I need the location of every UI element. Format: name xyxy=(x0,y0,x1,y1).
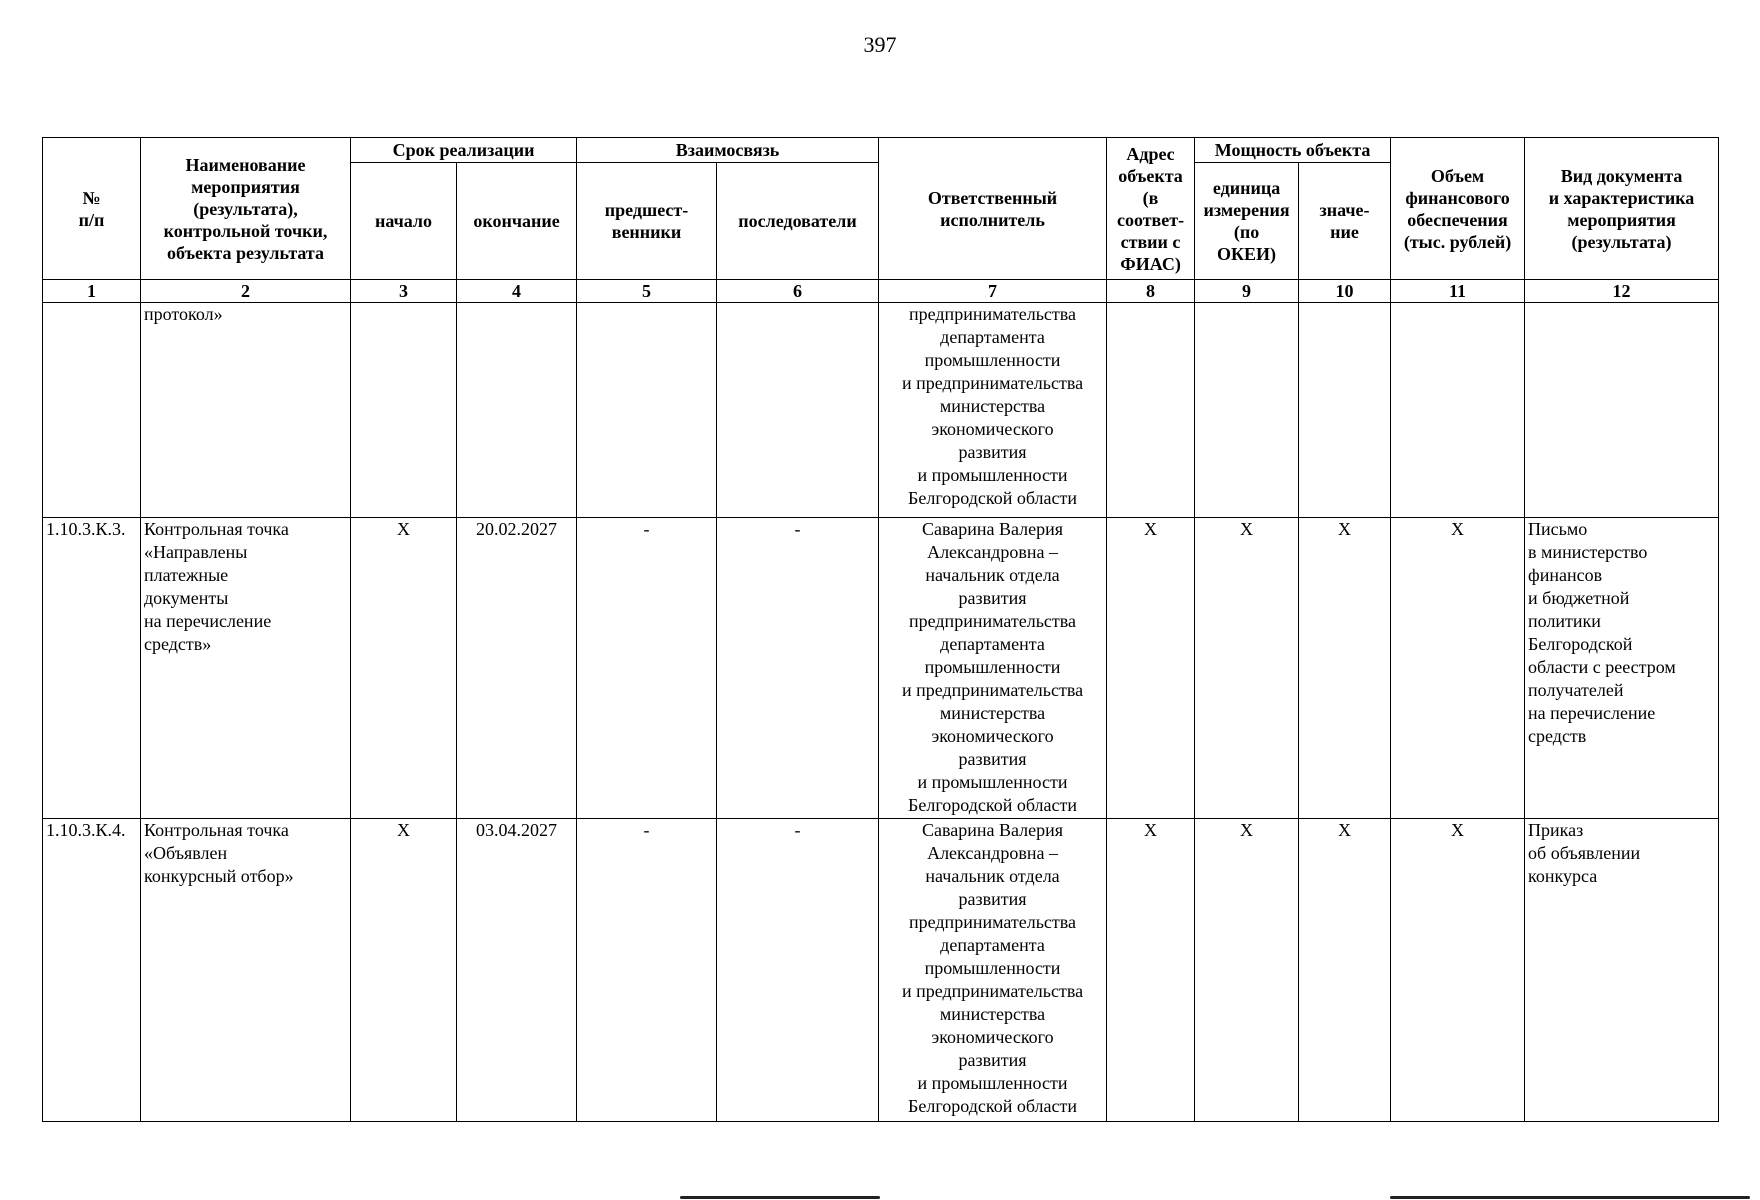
header-address: Адрес объекта (в соответ- ствии с ФИАС) xyxy=(1107,138,1195,280)
column-number: 11 xyxy=(1391,280,1525,303)
cell-document: Письмо в министерство финансов и бюджетной политики Белгородской области с реестром получателей на перечисление средств xyxy=(1525,518,1719,819)
header-group-term: Срок реализации xyxy=(351,138,577,163)
page-number: 397 xyxy=(863,32,897,57)
header-finance: Объем финансового обеспечения (тыс. рублей) xyxy=(1391,138,1525,280)
header-responsible: Ответственный исполнитель xyxy=(879,138,1107,280)
header-start: начало xyxy=(351,163,457,280)
cell-end: 20.02.2027 xyxy=(457,518,577,819)
cell-responsible: Саварина Валерия Александровна – начальник отдела развития предпринимательства департамента промышленности и предпринимательства министерства экономического развития и промышленности Белгородской области xyxy=(879,819,1107,1122)
cell-name: Контрольная точка «Направлены платежные документы на перечисление средств» xyxy=(141,518,351,819)
cell-end: 03.04.2027 xyxy=(457,819,577,1122)
column-number: 5 xyxy=(577,280,717,303)
cell-responsible: предпринимательства департамента промышленности и предпринимательства министерства экономического развития и промышленности Белгородской области xyxy=(879,303,1107,518)
header-successors: последователи xyxy=(717,163,879,280)
header-end: окончание xyxy=(457,163,577,280)
cell-start xyxy=(351,303,457,518)
plan-table xyxy=(42,137,1719,1122)
column-number: 12 xyxy=(1525,280,1719,303)
column-number: 9 xyxy=(1195,280,1299,303)
header-document: Вид документа и характеристика мероприятия (результата) xyxy=(1525,138,1719,280)
cell-num: 1.10.3.К.3. xyxy=(43,518,141,819)
cell-value: X xyxy=(1299,819,1391,1122)
cell-name: протокол» xyxy=(141,303,351,518)
column-number: 4 xyxy=(457,280,577,303)
cell-num xyxy=(43,303,141,518)
scan-artifact-line xyxy=(680,1196,880,1199)
header-predecessors: предшест- венники xyxy=(577,163,717,280)
cell-finance xyxy=(1391,303,1525,518)
cell-end xyxy=(457,303,577,518)
header-value: значе- ние xyxy=(1299,163,1391,280)
header-group-link: Взаимосвязь xyxy=(577,138,879,163)
cell-successors xyxy=(717,303,879,518)
column-number: 2 xyxy=(141,280,351,303)
cell-value: X xyxy=(1299,518,1391,819)
column-number: 8 xyxy=(1107,280,1195,303)
column-number: 10 xyxy=(1299,280,1391,303)
cell-predecessors: - xyxy=(577,518,717,819)
cell-unit: X xyxy=(1195,819,1299,1122)
cell-responsible: Саварина Валерия Александровна – начальник отдела развития предпринимательства департамента промышленности и предпринимательства министерства экономического развития и промышленности Белгородской области xyxy=(879,518,1107,819)
table-row xyxy=(43,819,1719,1122)
header-num: № п/п xyxy=(43,138,141,280)
header-name: Наименование мероприятия (результата), контрольной точки, объекта результата xyxy=(141,138,351,280)
column-number: 1 xyxy=(43,280,141,303)
cell-value xyxy=(1299,303,1391,518)
header-unit: единица измерения (по ОКЕИ) xyxy=(1195,163,1299,280)
column-number: 7 xyxy=(879,280,1107,303)
header-row-top xyxy=(43,138,1719,163)
cell-address: X xyxy=(1107,518,1195,819)
cell-finance: X xyxy=(1391,819,1525,1122)
column-number: 3 xyxy=(351,280,457,303)
cell-address: X xyxy=(1107,819,1195,1122)
scan-artifact-line xyxy=(1390,1196,1750,1199)
cell-num: 1.10.3.К.4. xyxy=(43,819,141,1122)
column-number-row xyxy=(43,280,1719,303)
cell-document xyxy=(1525,303,1719,518)
table-row xyxy=(43,518,1719,819)
column-number: 6 xyxy=(717,280,879,303)
cell-start: X xyxy=(351,819,457,1122)
cell-address xyxy=(1107,303,1195,518)
cell-predecessors: - xyxy=(577,819,717,1122)
cell-name: Контрольная точка «Объявлен конкурсный отбор» xyxy=(141,819,351,1122)
cell-unit: X xyxy=(1195,518,1299,819)
header-group-power: Мощность объекта xyxy=(1195,138,1391,163)
cell-successors: - xyxy=(717,819,879,1122)
cell-finance: X xyxy=(1391,518,1525,819)
cell-document: Приказ об объявлении конкурса xyxy=(1525,819,1719,1122)
cell-start: X xyxy=(351,518,457,819)
cell-successors: - xyxy=(717,518,879,819)
cell-predecessors xyxy=(577,303,717,518)
cell-unit xyxy=(1195,303,1299,518)
table-row xyxy=(43,303,1719,518)
